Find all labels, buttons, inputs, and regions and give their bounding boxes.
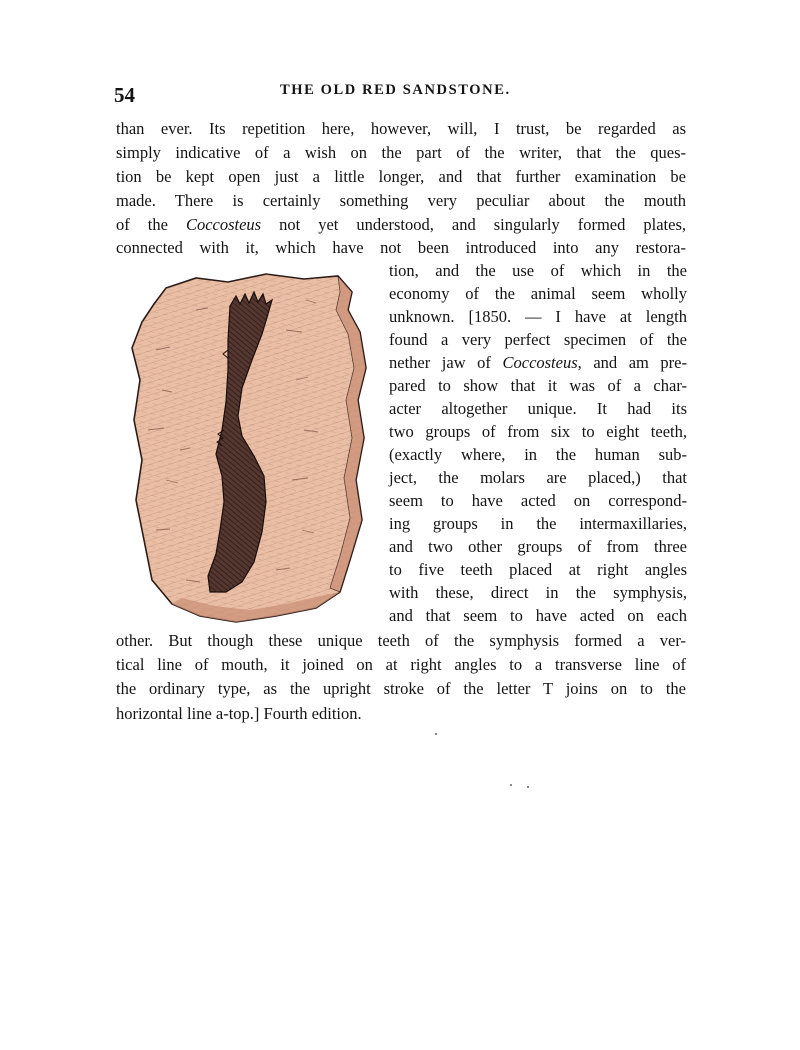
page-number: 54: [114, 83, 135, 107]
body-line: connected with it, which have not been introduced into any restora-: [116, 238, 686, 257]
scan-speck: [527, 786, 529, 788]
running-head: THE OLD RED SANDSTONE.: [280, 82, 511, 98]
body-line: economy of the animal seem wholly: [389, 284, 687, 303]
body-line: pared to show that it was of a char-: [389, 376, 687, 395]
scan-speck: [510, 784, 512, 786]
fossil-engraving-illustration: [126, 270, 370, 632]
body-line: tion, and the use of which in the: [389, 261, 687, 280]
body-line: made. There is certainly something very peculiar about the mouth: [116, 191, 686, 210]
body-line: than ever. Its repetition here, however, will, I trust, be regarded as: [116, 119, 686, 138]
body-line: two groups of from six to eight teeth,: [389, 422, 687, 441]
body-line: unknown. [1850. — I have at length: [389, 307, 687, 326]
body-line: ing groups in the intermaxillaries,: [389, 514, 687, 533]
body-line: with these, direct in the symphysis,: [389, 583, 687, 602]
body-line: other. But though these unique teeth of the symphysis formed a ver-: [116, 631, 686, 650]
body-line: of the Coccosteus not yet understood, and singularly formed plates,: [116, 215, 687, 234]
figure-fossil-jaw: [126, 270, 370, 632]
body-line: tical line of mouth, it joined on at right angles to a transverse line of: [116, 655, 686, 674]
body-line: seem to have acted on correspond-: [389, 491, 687, 510]
body-line: found a very perfect specimen of the: [389, 330, 687, 349]
body-line: and that seem to have acted on each: [389, 606, 687, 625]
body-line: (exactly where, in the human sub-: [389, 445, 687, 464]
body-line: tion be kept open just a little longer, and that further examination be: [116, 167, 686, 186]
body-line: ject, the molars are placed,) that: [389, 468, 687, 487]
scan-speck: [435, 733, 437, 735]
body-line: simply indicative of a wish on the part of the writer, that the ques-: [116, 143, 686, 162]
body-line: nether jaw of Coccosteus, and am pre-: [389, 353, 687, 372]
body-line: horizontal line a-top.] Fourth edition.: [116, 704, 362, 723]
body-line: to five teeth placed at right angles: [389, 560, 687, 579]
body-line: acter altogether unique. It had its: [389, 399, 687, 418]
body-line: the ordinary type, as the upright stroke of the letter T joins on to the: [116, 679, 686, 698]
body-line: and two other groups of from three: [389, 537, 687, 556]
